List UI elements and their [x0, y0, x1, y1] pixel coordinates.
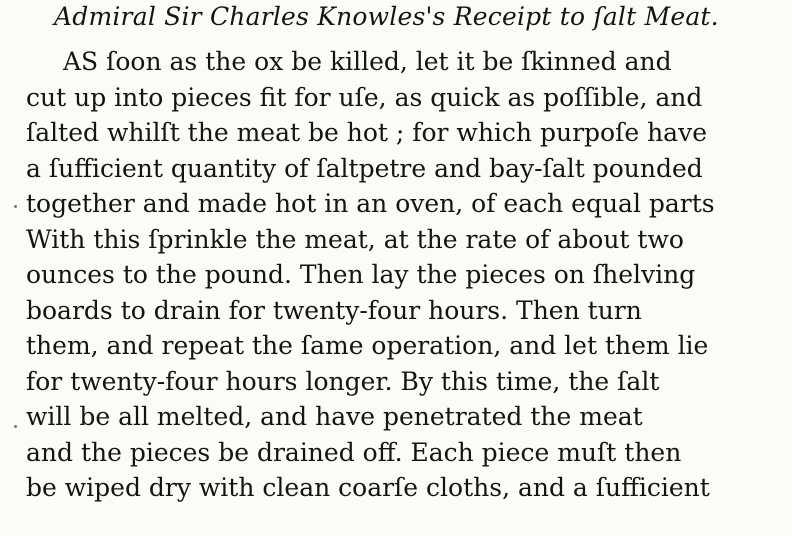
text-line: them, and repeat the ſame operation, and let them lie — [26, 331, 709, 360]
margin-speck — [14, 205, 17, 208]
text-line: AS ſoon as the ox be killed, let it be ſkinned and — [63, 47, 672, 76]
text-line: a ſufficient quantity of ſaltpetre and bay-ſalt pounded — [26, 153, 703, 183]
text-line: be wiped dry with clean coarſe cloths, and a ſufficient — [26, 473, 710, 502]
text-line: will be all melted, and have penetrated the meat — [26, 402, 643, 431]
recipe-title: Admiral Sir Charles Knowles's Receipt to ſalt Meat. — [54, 2, 719, 31]
text-line: With this ſprinkle the meat, at the rate of about two — [26, 224, 684, 254]
text-line: and the pieces be drained off. Each piece muſt then — [26, 437, 682, 467]
text-line: together and made hot in an oven, of each equal parts — [26, 189, 715, 218]
text-line: ſalted whilſt the meat be hot ; for which purpoſe have — [26, 118, 708, 147]
margin-speck — [14, 425, 17, 428]
text-line: ounces to the pound. Then lay the pieces on ſhelving — [26, 260, 696, 289]
text-line: boards to drain for twenty-four hours. Then turn — [26, 295, 642, 325]
text-line: for twenty-four hours longer. By this time, the ſalt — [26, 366, 660, 396]
recipe-body — [26, 44, 792, 506]
text-line: cut up into pieces fit for uſe, as quick as poſſible, and — [26, 82, 703, 112]
